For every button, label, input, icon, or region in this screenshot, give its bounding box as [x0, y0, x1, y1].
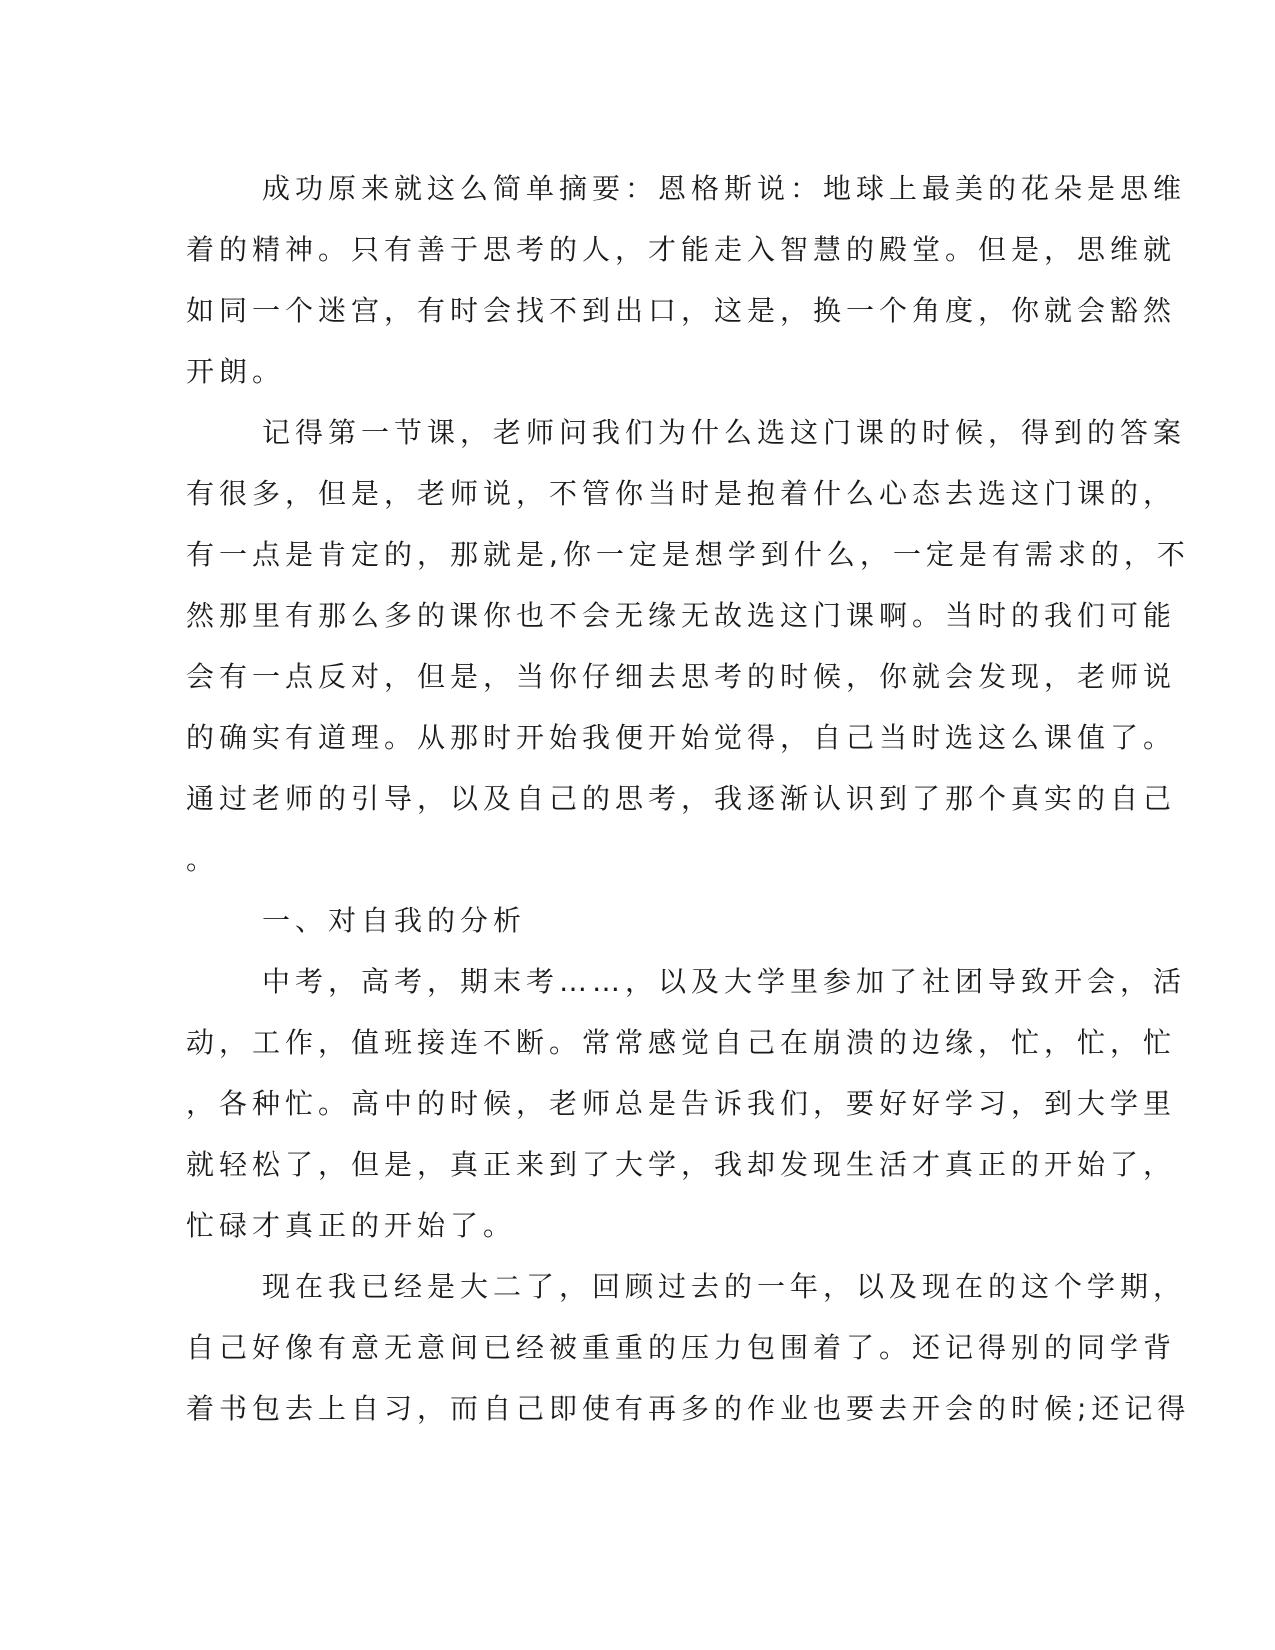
text-line: 的确实有道理。从那时开始我便开始觉得，自己当时选这么课值了。 — [186, 721, 1177, 754]
text-line: 会有一点反对，但是，当你仔细去思考的时候，你就会发现，老师说 — [186, 660, 1177, 693]
text-line: 就轻松了，但是，真正来到了大学，我却发现生活才真正的开始了， — [186, 1148, 1177, 1181]
text-line: 忙碌才真正的开始了。 — [186, 1209, 517, 1242]
section-heading — [186, 890, 1066, 951]
text-line: 然那里有那么多的课你也不会无缘无故选这门课啊。当时的我们可能 — [186, 599, 1177, 632]
text-line: 开朗。 — [186, 355, 286, 388]
text-line: 动，工作，值班接连不断。常常感觉自己在崩溃的边缘，忙，忙，忙 — [186, 1026, 1177, 1059]
paragraph-busy-life — [186, 951, 1187, 1256]
text-line: 成功原来就这么简单摘要：恩格斯说：地球上最美的花朵是思维 — [262, 172, 1187, 205]
text-line: 现在我已经是大二了，回顾过去的一年，以及现在的这个学期， — [262, 1270, 1187, 1303]
text-line: ，各种忙。高中的时候，老师总是告诉我们，要好好学习，到大学里 — [186, 1087, 1177, 1120]
paragraph-first-class — [186, 402, 1190, 890]
text-line: 着的精神。只有善于思考的人，才能走入智慧的殿堂。但是，思维就 — [186, 233, 1177, 266]
text-line: 如同一个迷宫，有时会找不到出口，这是，换一个角度，你就会豁然 — [186, 294, 1177, 327]
text-line: 自己好像有意无意间已经被重重的压力包围着了。还记得别的同学背 — [186, 1331, 1177, 1364]
text-line: 记得第一节课，老师问我们为什么选这门课的时候，得到的答案 — [262, 416, 1187, 449]
paragraph-intro — [186, 158, 1187, 402]
text-line: 着书包去上自习，而自己即使有再多的作业也要去开会的时候;还记得 — [186, 1392, 1191, 1425]
heading-text: 一、对自我的分析 — [262, 904, 527, 937]
text-line: 。 — [186, 843, 220, 876]
text-line: 中考，高考，期末考……，以及大学里参加了社团导致开会，活 — [262, 965, 1187, 998]
document-body — [186, 158, 1191, 1439]
text-line: 有一点是肯定的，那就是,你一定是想学到什么，一定是有需求的，不 — [186, 538, 1190, 571]
text-line: 有很多，但是，老师说，不管你当时是抱着什么心态去选这门课的， — [186, 477, 1177, 510]
paragraph-sophomore — [186, 1256, 1191, 1439]
text-line: 通过老师的引导，以及自己的思考，我逐渐认识到了那个真实的自己 — [186, 782, 1177, 815]
